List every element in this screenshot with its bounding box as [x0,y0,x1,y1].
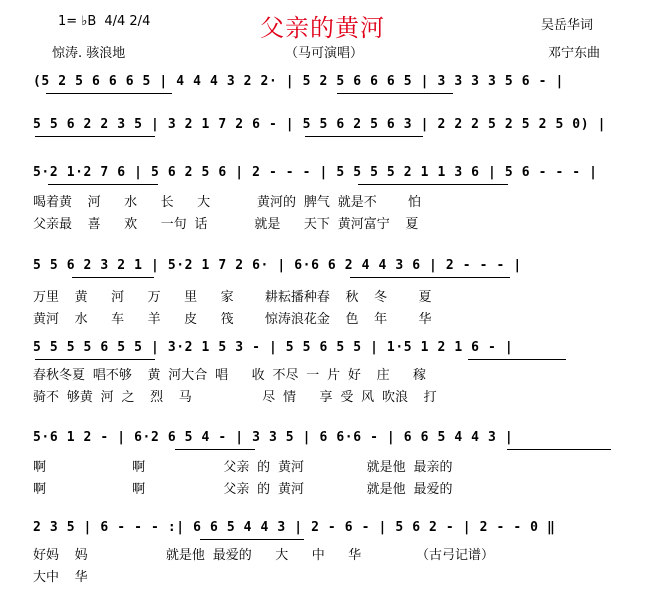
lyrics-verse-1: 万里 黄 河 万 里 家 耕耘播种春 秋 冬 夏 [33,290,432,305]
beam-line [507,449,611,450]
notation-row: 5·6 1 2 - | 6·2 6 5 4 - | 3 3 5 | 6 6·6 - | 6 6 5 4 4 3 | [33,430,514,445]
lyrics-verse-2: 啊 啊 父亲 的 黄河 就是他 最爱的 [33,482,453,497]
beam-line [305,136,423,137]
beam-line [175,449,255,450]
notation-row: 5 5 6 2 3 2 1 | 5·2 1 7 2 6· | 6·6 6 2 4 4 3 6 | 2 - - - | [33,258,522,273]
beam-line [48,184,158,185]
notation-row: 5 5 5 5 6 5 5 | 3·2 1 5 3 - | 5 5 6 5 5 | 1·5 1 2 1 6 - | [33,340,514,355]
notation-row: 5·2 1·2 7 6 | 5 6 2 5 6 | 2 - - - | 5 5 5 5 2 1 1 3 6 | 5 6 - - - | [33,165,598,180]
beam-line [46,93,172,94]
performance-direction: 惊涛. 骇浪地 [52,46,126,61]
beam-line [35,136,155,137]
lyrics-verse-2: 骑不 够黄 河 之 烈 马 尽 情 享 受 风 吹浪 打 [33,390,437,405]
notation-row: 5 5 6 2 2 3 5 | 3 2 1 7 2 6 - | 5 5 6 2 5 6 3 | 2 2 2 5 2 5 2 5 0) | [33,117,607,132]
beam-line [72,277,154,278]
beam-line [337,93,453,94]
lyrics-verse-1: 喝着黄 河 水 长 大 黄河的 脾气 就是不 怕 [33,195,422,210]
notation-row: (5 2 5 6 6 6 5 | 4 4 4 3 2 2· | 5 2 5 6 6 6 5 | 3 3 3 3 5 6 - | [33,74,564,89]
key-signature: 1= ♭B 4/4 2/4 [58,14,151,29]
beam-line [468,359,566,360]
beam-line [200,539,304,540]
notation-row: 2 3 5 | 6 - - - :| 6 6 5 4 4 3 | 2 - 6 - | 5 6 2 - | 2 - - 0 ‖ [33,520,556,535]
lyrics-verse-2: 黄河 水 车 羊 皮 筏 惊涛浪花金 色 年 华 [33,312,432,327]
lyrics-verse-2: 父亲最 喜 欢 一句 话 就是 天下 黄河富宁 夏 [33,217,419,232]
song-title: 父亲的黄河 [260,14,385,42]
lyrics-verse-1: 啊 啊 父亲 的 黄河 就是他 最亲的 [33,460,453,475]
lyrics-verse-1: 好妈 妈 就是他 最爱的 大 中 华 （古弓记谱） [33,548,494,563]
beam-line [358,184,508,185]
composer-credit: 邓宁东曲 [548,46,601,61]
lyricist-credit: 吴岳华词 [541,18,594,33]
singer-credit: （马可演唱） [285,46,364,61]
lyrics-verse-1: 春秋冬夏 唱不够 黄 河大合 唱 收 不尽 一 片 好 庄 稼 [33,368,427,383]
beam-line [35,359,155,360]
beam-line [350,277,510,278]
lyrics-verse-2: 大中 华 [33,570,88,585]
